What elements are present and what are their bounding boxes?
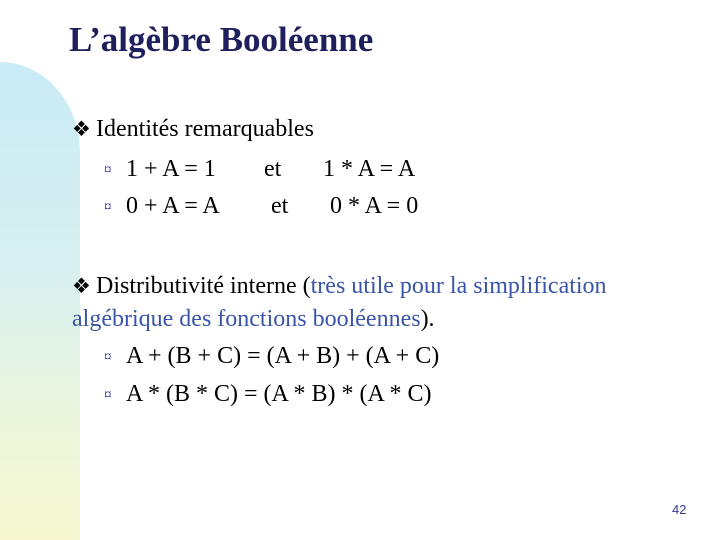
page-number: 42 [672, 502, 687, 517]
diamond-bullet-icon: ❖ [72, 117, 91, 141]
bullet-highlight-text: très utile pour la simplification algébrique des fonctions booléennes [72, 273, 607, 332]
bullet-text-end: ). [420, 306, 435, 332]
sub-bullet-icon: ¤ [104, 199, 112, 215]
decorative-side-band [0, 62, 80, 540]
bullet-text: Identités remarquables [96, 116, 314, 142]
identity-connector: et [271, 193, 289, 219]
identity-right: 0 * A = 0 [330, 193, 419, 219]
sub-bullet-icon: ¤ [104, 387, 112, 403]
identity-left: 1 + A = 1 [126, 156, 216, 182]
sub-bullet-icon: ¤ [104, 349, 112, 365]
bullet-text: Distributivité interne ( [96, 273, 311, 299]
identity-left: 0 + A = A [126, 193, 220, 219]
formula-line: A * (B * C) = (A * B) * (A * C) [126, 381, 432, 407]
bullet-identites [72, 116, 314, 143]
identity-connector: et [264, 156, 282, 182]
diamond-bullet-icon: ❖ [72, 274, 91, 298]
bullet-distributivite [72, 270, 712, 336]
formula-line: A + (B + C) = (A + B) + (A + C) [126, 343, 440, 369]
identity-right: 1 * A = A [323, 156, 416, 182]
sub-bullet-icon: ¤ [104, 162, 112, 178]
slide-title: L’algèbre Booléenne [69, 20, 374, 59]
